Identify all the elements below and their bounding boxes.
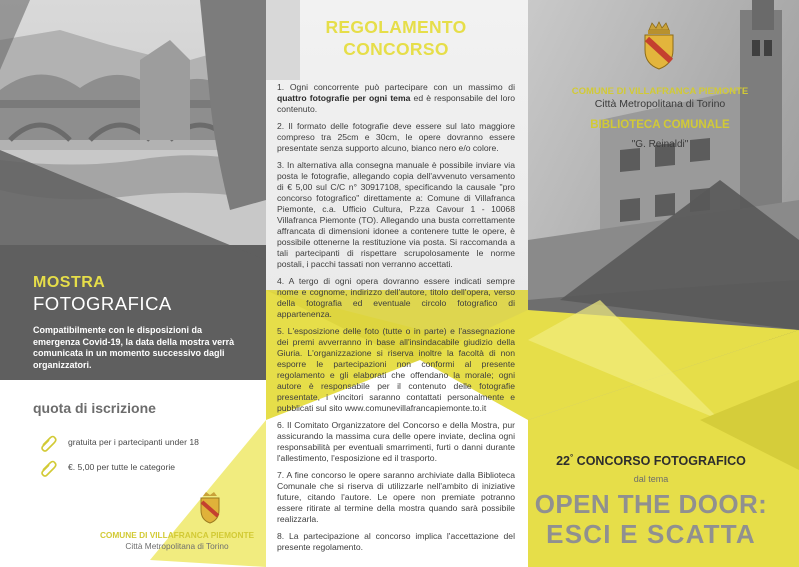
- rule-item: 4. A tergo di ogni opera dovranno essere indicati sempre nome e cognome, indirizzo dell'autore, titolo dell'opera, verso della fotografia ed eventuale circolo fotografico di appartenenza.: [277, 276, 515, 319]
- paperclip-icon: [40, 459, 58, 477]
- org-biblioteca: BIBLIOTECA COMUNALE: [590, 119, 730, 131]
- org-citta: Città Metropolitana di Torino: [594, 98, 726, 110]
- regolamento-title-line2: CONCORSO: [343, 39, 449, 59]
- footer-comune: COMUNE DI VILLAFRANCA PIEMONTE: [99, 530, 255, 540]
- fee-under18: gratuita per i partecipanti under 18: [68, 437, 199, 447]
- regolamento-title-line1: REGOLAMENTO: [325, 17, 467, 37]
- rule-item: 7. A fine concorso le opere saranno archiviate dalla Biblioteca Comunale che si riserva di utilizzarle nell'ambito di iniziative future, citando l'autore. Le opere non premiate potranno essere ritirate al termine della mostra quando sarà possibile realizzarla.: [277, 470, 515, 524]
- footer-citta: Città Metropolitana di Torino: [125, 541, 229, 551]
- mostra-note: Compatibilmente con le disposizioni da emergenza Covid-19, la data della mostra verrà comunicata in un momento successivo dagli organizzatori.: [33, 325, 235, 370]
- mostra-title-line1: MOSTRA: [33, 274, 106, 291]
- theme-line2: ESCI E SCATTA: [546, 519, 756, 549]
- org-comune: COMUNE DI VILLAFRANCA PIEMONTE: [571, 86, 749, 97]
- coat-of-arms-small-icon: [198, 490, 222, 524]
- coat-of-arms-icon: [641, 20, 677, 70]
- theme-line1: OPEN THE DOOR:: [534, 489, 768, 519]
- rule-item: 1. Ogni concorrente può partecipare con un massimo di quattro fotografie per ogni tema ed è responsabile del loro contenuto.: [277, 82, 515, 114]
- regolamento-title: [276, 16, 516, 60]
- rule-item: 8. La partecipazione al concorso implica l'accettazione del presente regolamento.: [277, 531, 515, 552]
- fee-all-categories: €. 5,00 per tutte le categorie: [68, 462, 176, 472]
- mostra-title-line2: FOTOGRAFICA: [33, 293, 172, 314]
- rule-item: 3. In alternativa alla consegna manuale è possibile inviare via posta le fotografie, allegando copia dell'avvenuto versamento di € 5,00 sul C/C n° 30917108, specificando la causale "pro concorso fotografico" direttamente a: Comune di Villafranca Piemonte, c.a. Ufficio Cultura, P.zza Cavour 1 - 10068 Villafranca Piemonte (TO). Allegando una busta correttamente affrancata di dimensioni idonee a contenere tutte le opere, è possibile ottenerne la restituzione via posta. Si raccomanda a tali partecipanti di rispettare scrupolosamente le norme postali, i pacchi tassati non verranno accettati.: [277, 160, 515, 269]
- rule-item: 5. L'esposizione delle foto (tutte o in parte) e l'assegnazione dei premi avverranno in base all'insindacabile giudizio della Giuria. L'organizzazione si riserva inoltre la facoltà di non esporre le partecipazioni non conformi al presente regolamento e gli elaborati che offendano la morale; ogni autore è responsabile per il contenuto delle fotografie presentate, i vincitori saranno contattati personalmente e pubblicati sul sito www.comunevillafrancapiemonte.to.it: [277, 326, 515, 413]
- org-reinaldi: "G. Reinaldi": [631, 139, 689, 150]
- quota-title: quota di iscrizione: [33, 400, 156, 416]
- rules-list: [277, 82, 515, 559]
- dal-tema: dal tema: [633, 474, 669, 484]
- paperclip-icon: [40, 434, 58, 452]
- rule-item: 6. Il Comitato Organizzatore del Concorso e della Mostra, pur assicurando la massima cura delle opere inviate, declina ogni responsabilità per eventuali smarrimenti, furti o danni durante l'allestimento, l'esposizione ed il trasporto.: [277, 420, 515, 463]
- concorso-title: 22° CONCORSO FOTOGRAFICO: [556, 453, 746, 469]
- rule-item: 2. Il formato delle fotografie deve essere sul lato maggiore compreso tra 25cm e 30cm, le opere dovranno essere presentate senza supporto alcuno, bianco nero e/o colore.: [277, 121, 515, 153]
